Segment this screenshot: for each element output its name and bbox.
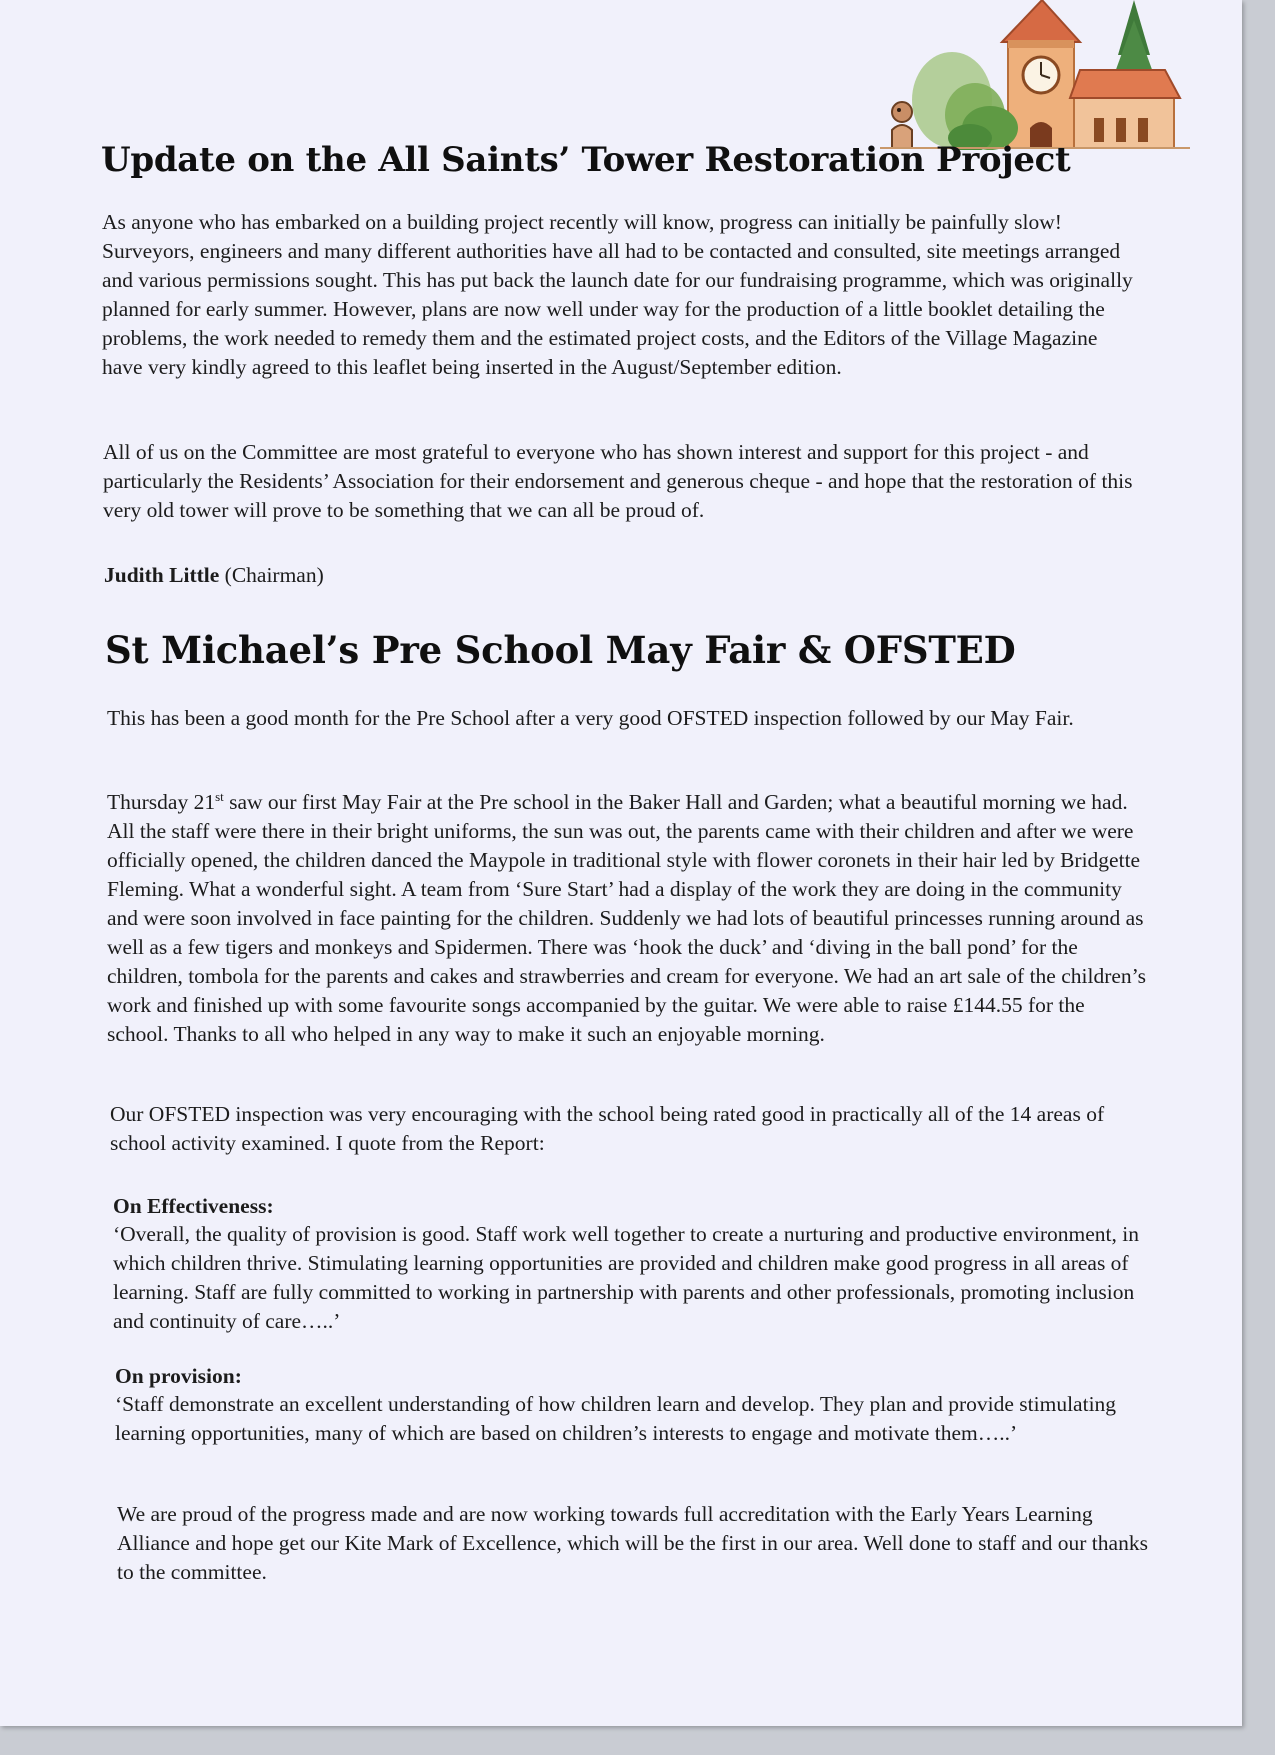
paragraph-2-lead: Thursday 21 <box>107 790 216 814</box>
paragraph-2-rest: saw our first May Fair at the Pre school in the Baker Hall and Garden; what a beautiful morning we had. All the staff were there in their bright uniforms, the sun was out, the parents came with their children and after we were officially opened, the children danced the Maypole in traditional style with flower coronets in their hair led by Bridgette Fleming. What a wonderful sight. A team from ‘Sure Start’ had a display of the work they are doing in the community and were soon involved in face painting for the children. Suddenly we had lots of beautiful princesses running around as well as a few tigers and monkeys and Spidermen. There was ‘hook the duck’ and ‘diving in the ball pond’ for the children, tombola for the parents and cakes and strawberries and cream for everyone. We had an art sale of the children’s work and finished up with some favourite songs accompanied by the guitar. We were able to raise £144.55 for the school. Thanks to all who helped in any way to make it such an enjoyable morning. <box>107 790 1147 1046</box>
church-tower-illustration <box>880 0 1190 150</box>
signature-role: (Chairman) <box>224 563 324 587</box>
tower-restoration-signature <box>104 561 1144 590</box>
tower-restoration-paragraph-2: All of us on the Committee are most grateful to everyone who has shown interest and support for this project - and particularly the Residents’ Association for their endorsement and generous cheque - and hope that the restoration of this very old tower will prove to be something that we can all be proud of. <box>103 440 1133 522</box>
pre-school-title: St Michael’s Pre School May Fair & OFSTED <box>105 628 1016 672</box>
pre-school-paragraph-3: Our OFSTED inspection was very encouraging with the school being rated good in practically all of the 14 areas of school activity examined. I quote from the Report: <box>110 1102 1105 1155</box>
provision-heading: On provision: <box>115 1364 242 1388</box>
pre-school-paragraph-4: We are proud of the progress made and are now working towards full accreditation with the Early Years Learning Alliance and hope get our Kite Mark of Excellence, which will be the first in our area. Well done to staff and our thanks to the committee. <box>117 1502 1148 1584</box>
signature-name: Judith Little <box>104 563 220 587</box>
pre-school-paragraph-1: This has been a good month for the Pre School after a very good OFSTED inspection followed by our May Fair. <box>107 706 1074 730</box>
tower-restoration-paragraph-1: As anyone who has embarked on a building project recently will know, progress can initially be painfully slow! Surveyors, engineers and many different authorities have all had to be contacted and consulted, site meetings arranged and various permissions sought. This has put back the launch date for our fundraising programme, which was originally planned for early summer. However, plans are now well under way for the production of a little booklet detailing the problems, the work needed to remedy them and the estimated project costs, and the Editors of the Village Magazine have very kindly agreed to this leaflet being inserted in the August/September edition. <box>102 210 1133 379</box>
pre-school-paragraph-2 <box>107 788 1147 1049</box>
provision-quote: ‘Staff demonstrate an excellent understanding of how children learn and develop. They plan and provide stimulating learning opportunities, many of which are based on children’s interests to engage and motivate them…..’ <box>115 1392 1117 1445</box>
paragraph-2-superscript: st <box>215 788 224 804</box>
tower-restoration-title: Update on the All Saints’ Tower Restoration Project <box>101 140 1071 180</box>
effectiveness-heading: On Effectiveness: <box>113 1194 274 1218</box>
effectiveness-quote: ‘Overall, the quality of provision is good. Staff work well together to create a nurturing and productive environment, in which children thrive. Stimulating learning opportunities are provided and children make good progress in all areas of learning. Staff are fully committed to working in partnership with parents and other professionals, promoting inclusion and continuity of care…..’ <box>113 1222 1139 1333</box>
